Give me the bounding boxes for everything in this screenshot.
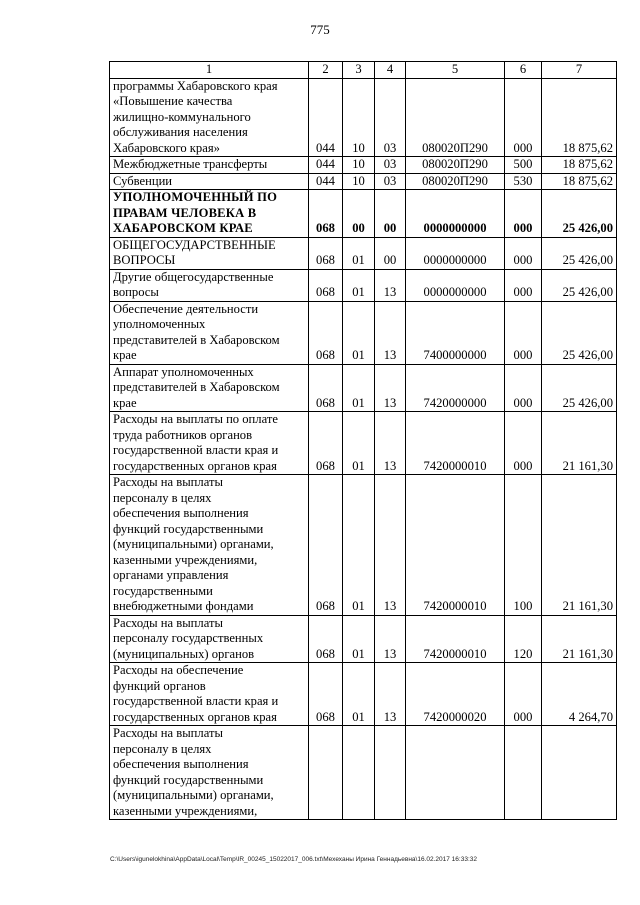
amount-cell: 21 161,30	[542, 615, 617, 663]
file-path-footer: C:\Users\igunelokhina\AppData\Local\Temp\IR_00245_15022017_006.txt\Мехеханы Ирина Геннадьевна\16.02.2017 16:33:32	[110, 856, 477, 863]
subsection-code-cell: 13	[375, 301, 406, 364]
section-code-cell: 01	[343, 237, 375, 269]
amount-cell	[542, 726, 617, 820]
row-name-cell: УПОЛНОМОЧЕННЫЙ ПО ПРАВАМ ЧЕЛОВЕКА В ХАБАРОВСКОМ КРАЕ	[110, 190, 309, 238]
column-header-row	[110, 62, 617, 79]
section-code-cell: 00	[343, 190, 375, 238]
row-name-cell: Обеспечение деятельности уполномоченных представителей в Хабаровском крае	[110, 301, 309, 364]
subsection-code-cell: 13	[375, 412, 406, 475]
expense-type-cell	[505, 726, 542, 820]
amount-cell: 25 426,00	[542, 269, 617, 301]
ministry-code-cell: 068	[309, 615, 343, 663]
ministry-code-cell: 044	[309, 78, 343, 157]
column-header: 4	[375, 62, 406, 79]
row-name-cell: Расходы на обеспечение функций органов государственной власти края и государственных органов края	[110, 663, 309, 726]
section-code-cell	[343, 726, 375, 820]
row-name-cell: Аппарат уполномоченных представителей в Хабаровском крае	[110, 364, 309, 412]
expense-type-cell: 000	[505, 269, 542, 301]
amount-cell: 18 875,62	[542, 78, 617, 157]
amount-cell: 25 426,00	[542, 301, 617, 364]
target-article-cell: 0000000000	[406, 237, 505, 269]
section-code-cell: 01	[343, 412, 375, 475]
expense-type-cell: 000	[505, 364, 542, 412]
amount-cell: 25 426,00	[542, 190, 617, 238]
section-code-cell: 01	[343, 475, 375, 616]
target-article-cell: 7420000010	[406, 475, 505, 616]
row-name-cell: Расходы на выплаты по оплате труда работников органов государственной власти края и государственных органов края	[110, 412, 309, 475]
expense-type-cell: 530	[505, 173, 542, 190]
subsection-code-cell: 13	[375, 475, 406, 616]
subsection-code-cell: 13	[375, 663, 406, 726]
row-name-cell: Расходы на выплаты персоналу в целях обеспечения выполнения функций государственными (муниципальными) органами, казенными учреждениями, органами управления государственными внебюджетными фондами	[110, 475, 309, 616]
row-name-cell: Другие общегосударственные вопросы	[110, 269, 309, 301]
table-row	[110, 301, 617, 364]
row-name-cell: Субвенции	[110, 173, 309, 190]
ministry-code-cell: 044	[309, 173, 343, 190]
subsection-code-cell: 13	[375, 364, 406, 412]
target-article-cell: 7420000000	[406, 364, 505, 412]
subsection-code-cell: 13	[375, 269, 406, 301]
expense-type-cell: 000	[505, 412, 542, 475]
column-header: 6	[505, 62, 542, 79]
ministry-code-cell: 068	[309, 475, 343, 616]
table-row	[110, 726, 617, 820]
amount-cell: 25 426,00	[542, 237, 617, 269]
section-code-cell: 01	[343, 269, 375, 301]
section-code-cell: 10	[343, 173, 375, 190]
section-code-cell: 01	[343, 663, 375, 726]
ministry-code-cell: 068	[309, 269, 343, 301]
column-header: 5	[406, 62, 505, 79]
table-row	[110, 237, 617, 269]
table-row	[110, 364, 617, 412]
subsection-code-cell: 13	[375, 615, 406, 663]
subsection-code-cell: 00	[375, 190, 406, 238]
section-code-cell: 01	[343, 615, 375, 663]
ministry-code-cell: 068	[309, 190, 343, 238]
table-row	[110, 190, 617, 238]
page-number: 775	[310, 22, 330, 37]
expense-type-cell: 000	[505, 301, 542, 364]
column-header: 2	[309, 62, 343, 79]
subsection-code-cell	[375, 726, 406, 820]
expense-type-cell: 120	[505, 615, 542, 663]
subsection-code-cell: 00	[375, 237, 406, 269]
amount-cell: 4 264,70	[542, 663, 617, 726]
target-article-cell	[406, 726, 505, 820]
ministry-code-cell: 068	[309, 237, 343, 269]
ministry-code-cell	[309, 726, 343, 820]
target-article-cell: 7400000000	[406, 301, 505, 364]
amount-cell: 18 875,62	[542, 157, 617, 174]
expense-type-cell: 000	[505, 78, 542, 157]
table-row	[110, 475, 617, 616]
expense-type-cell: 000	[505, 663, 542, 726]
subsection-code-cell: 03	[375, 78, 406, 157]
ministry-code-cell: 068	[309, 412, 343, 475]
target-article-cell: 0000000000	[406, 190, 505, 238]
table-row	[110, 78, 617, 157]
target-article-cell: 7420000010	[406, 412, 505, 475]
table-body	[110, 62, 617, 820]
column-header: 7	[542, 62, 617, 79]
amount-cell: 18 875,62	[542, 173, 617, 190]
subsection-code-cell: 03	[375, 173, 406, 190]
row-name-cell: программы Хабаровского края «Повышение качества жилищно-коммунального обслуживания населения Хабаровского края»	[110, 78, 309, 157]
amount-cell: 21 161,30	[542, 412, 617, 475]
row-name-cell: ОБЩЕГОСУДАРСТВЕННЫЕ ВОПРОСЫ	[110, 237, 309, 269]
table-row	[110, 173, 617, 190]
row-name-cell: Межбюджетные трансферты	[110, 157, 309, 174]
table-row	[110, 663, 617, 726]
section-code-cell: 10	[343, 78, 375, 157]
ministry-code-cell: 068	[309, 364, 343, 412]
column-header: 1	[110, 62, 309, 79]
subsection-code-cell: 03	[375, 157, 406, 174]
expense-type-cell: 000	[505, 190, 542, 238]
target-article-cell: 7420000020	[406, 663, 505, 726]
amount-cell: 21 161,30	[542, 475, 617, 616]
table-row	[110, 615, 617, 663]
target-article-cell: 080020П290	[406, 157, 505, 174]
ministry-code-cell: 044	[309, 157, 343, 174]
target-article-cell: 7420000010	[406, 615, 505, 663]
amount-cell: 25 426,00	[542, 364, 617, 412]
table-row	[110, 269, 617, 301]
expense-type-cell: 500	[505, 157, 542, 174]
table-row	[110, 157, 617, 174]
section-code-cell: 01	[343, 364, 375, 412]
expense-type-cell: 000	[505, 237, 542, 269]
target-article-cell: 0000000000	[406, 269, 505, 301]
ministry-code-cell: 068	[309, 663, 343, 726]
ministry-code-cell: 068	[309, 301, 343, 364]
column-header: 3	[343, 62, 375, 79]
expense-type-cell: 100	[505, 475, 542, 616]
budget-table	[109, 61, 617, 820]
row-name-cell: Расходы на выплаты персоналу в целях обеспечения выполнения функций государственными (муниципальными) органами, казенными учреждениями,	[110, 726, 309, 820]
target-article-cell: 080020П290	[406, 78, 505, 157]
target-article-cell: 080020П290	[406, 173, 505, 190]
section-code-cell: 01	[343, 301, 375, 364]
section-code-cell: 10	[343, 157, 375, 174]
table-row	[110, 412, 617, 475]
row-name-cell: Расходы на выплаты персоналу государственных (муниципальных) органов	[110, 615, 309, 663]
